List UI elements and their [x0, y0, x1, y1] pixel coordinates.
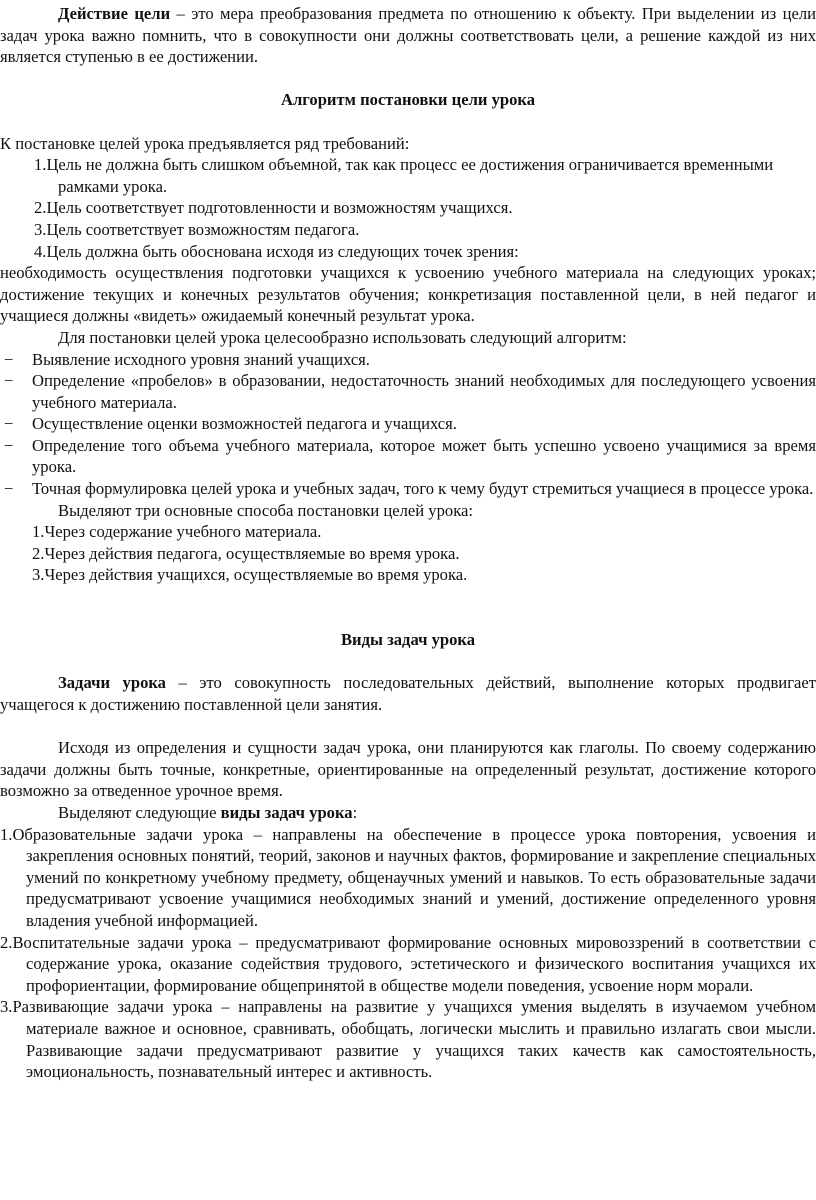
task-kind-item: 3.Развивающие задачи урока – направлены на развитие у учащихся умения выделять в изучаемом учебном материале важное и основное, сравнивать, обобщать, логически мыслить и правильно излагать свои мысли. Развивающие задачи предусматривают развитие у учащихся таких качеств как самостоятельность, эмоциональность, познавательный интерес и активность. — [0, 997, 816, 1082]
methods-intro: Выделяют три основные способа постановки целей урока: — [58, 500, 473, 520]
algorithm-step — [0, 413, 816, 435]
algorithm-intro: Для постановки целей урока целесообразно использовать следующий алгоритм: — [58, 327, 627, 347]
dash-marker: − — [4, 349, 14, 369]
task-kind-item: 1.Образовательные задачи урока – направлены на обеспечение в процессе урока повторения, усвоения и закрепления основных понятий, теорий, законов и научных фактов, формирование и закрепление специальных умений по конкретному учебному предмету, общенаучных умений и навыков. То есть образовательные задачи предусматривают усвоение учащимися необходимых знаний и умений, достижение определенного уровня владения учебной информацией. — [0, 824, 816, 930]
algorithm-step — [0, 349, 816, 371]
algorithm-step-text: Определение «пробелов» в образовании, недостаточность знаний необходимых для последующего усвоения учебного материала. — [32, 371, 816, 412]
intro-paragraph — [0, 3, 816, 68]
viewpoints-paragraph: необходимость осуществления подготовки учащихся к усвоению учебного материала на следующих уроках; достижение текущих и конечных результатов обучения; конкретизация поставленной цели, в ней педагог и учащиеся должны «видеть» ожидаемый конечный результат урока. — [0, 263, 816, 326]
requirement-item: 4.Цель должна быть обоснована исходя из следующих точек зрения: — [34, 241, 519, 261]
heading-task-types: Виды задач урока — [340, 630, 476, 650]
document-page — [0, 3, 816, 1083]
tasks-definition — [0, 672, 816, 715]
dash-marker: − — [4, 414, 14, 434]
kinds-intro-bold: виды задач урока — [220, 802, 353, 822]
algorithm-step-text: Выявление исходного уровня знаний учащихся. — [32, 349, 370, 369]
intro-term: Действие цели — [58, 4, 171, 23]
requirement-item: 2.Цель соответствует подготовленности и возможностям учащихся. — [34, 198, 513, 218]
kinds-intro — [0, 802, 816, 824]
requirement-item: 1.Цель не должна быть слишком объемной, так как процесс ее достижения ограничивается временными рамками урока. — [34, 155, 774, 196]
requirements-intro: К постановке целей урока предъявляется ряд требований: — [0, 133, 410, 153]
algorithm-step — [0, 435, 816, 478]
dash-marker: − — [4, 479, 14, 499]
task-kind-item: 2.Воспитательные задачи урока – предусматривают формирование основных мировоззрений в соответствии с содержание урока, оказание содействия трудового, эстетического и физического воспитания учащихся их профориентации, формирование общепринятой в обществе модели поведения, усвоение норм морали. — [0, 932, 816, 995]
algorithm-step-text: Точная формулировка целей урока и учебных задач, того к чему будут стремиться учащиеся в процессе урока. — [32, 479, 814, 499]
dash-marker: − — [4, 371, 14, 391]
method-item: 2.Через действия педагога, осуществляемые во время урока. — [32, 543, 460, 563]
tasks-term: Задачи урока — [58, 673, 166, 693]
method-item: 3.Через действия учащихся, осуществляемые во время урока. — [32, 565, 468, 585]
requirement-item: 3.Цель соответствует возможностям педагога. — [34, 219, 360, 239]
intro-text: – это мера преобразования предмета по отношению к объекту. При выделении из цели задач урока важно помнить, что в совокупности они должны соответствовать цели, а решение каждой из них является ступенью в ее достижении. — [0, 4, 816, 67]
algorithm-step — [0, 370, 816, 413]
tasks-definition-text: – это совокупность последовательных действий, выполнение которых продвигает учащегося к достижению поставленной цели занятия. — [0, 673, 816, 714]
method-item: 1.Через содержание учебного материала. — [32, 522, 322, 542]
dash-marker: − — [4, 435, 14, 455]
algorithm-step — [0, 478, 816, 500]
kinds-intro-colon: : — [352, 802, 358, 822]
algorithm-step-text: Определение того объема учебного материала, которое может быть успешно усвоено учащимися за время урока. — [32, 435, 816, 477]
algorithm-step-text: Осуществление оценки возможностей педагога и учащихся. — [32, 414, 457, 434]
kinds-intro-text: Выделяют следующие — [58, 802, 221, 822]
heading-goal-algorithm: Алгоритм постановки цели урока — [280, 90, 536, 110]
tasks-paragraph: Исходя из определения и сущности задач урока, они планируются как глаголы. По своему содержанию задачи должны быть точные, конкретные, ориентированные на определенный результат, достижение которого возможно за отведенное урочное время. — [0, 738, 816, 801]
